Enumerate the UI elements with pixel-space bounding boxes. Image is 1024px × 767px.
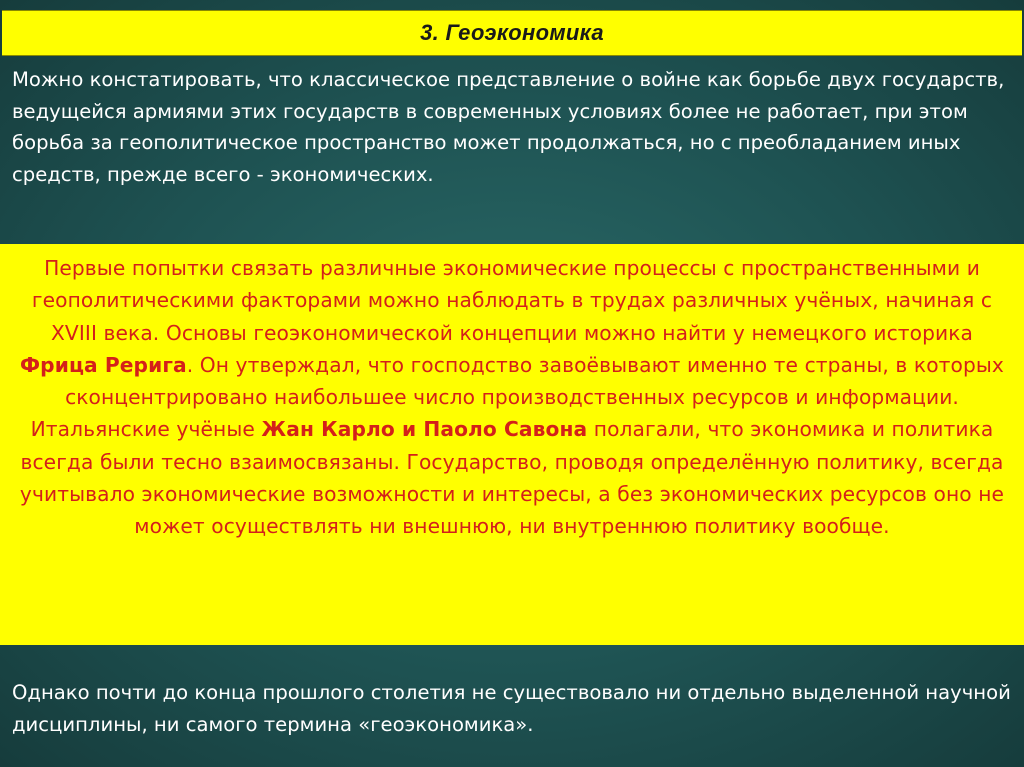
panel-text-part-1: Первые попытки связать различные экономические процессы с пространственными и геополитическими факторами можно наблюдать в трудах различных учёных, начиная с XVIII века. Основы геоэкономической концепции можно найти у немецкого историка: [31, 256, 993, 345]
slide-title: 3. Геоэкономика: [420, 20, 604, 45]
title-bar: [2, 10, 1022, 56]
panel-text-part-2: . Он утверждал, что господство завоёвывают именно те страны, в которых сконцентрировано наибольшее число производственных ресурсов и информации. Итальянские учёные: [30, 352, 1004, 442]
highlight-paragraph: [14, 252, 1010, 543]
outro-paragraph: Однако почти до конца прошлого столетия не существовало ни отдельно выделенной научной дисциплины, ни самого термина «геоэкономика».: [12, 681, 1011, 736]
highlighted-name-savona: Жан Карло и Паоло Савона: [261, 417, 588, 442]
intro-paragraph: Можно констатировать, что классическое представление о войне как борьбе двух государств, ведущейся армиями этих государств в современных условиях более не работает, при этом борьба за геополитическое пространство может продолжаться, но с преобладанием иных средств, прежде всего - экономических.: [12, 68, 1005, 186]
panel-text-part-3: полагали, что экономика и политика всегда были тесно взаимосвязаны. Государство, проводя определённую политику, всегда учитывало экономические возможности и интересы, а без экономических ресурсов оно не может осуществлять ни внешнюю, ни внутреннюю политику вообще.: [19, 417, 1005, 539]
highlighted-name-rerig: Фрица Рерига: [20, 352, 187, 377]
